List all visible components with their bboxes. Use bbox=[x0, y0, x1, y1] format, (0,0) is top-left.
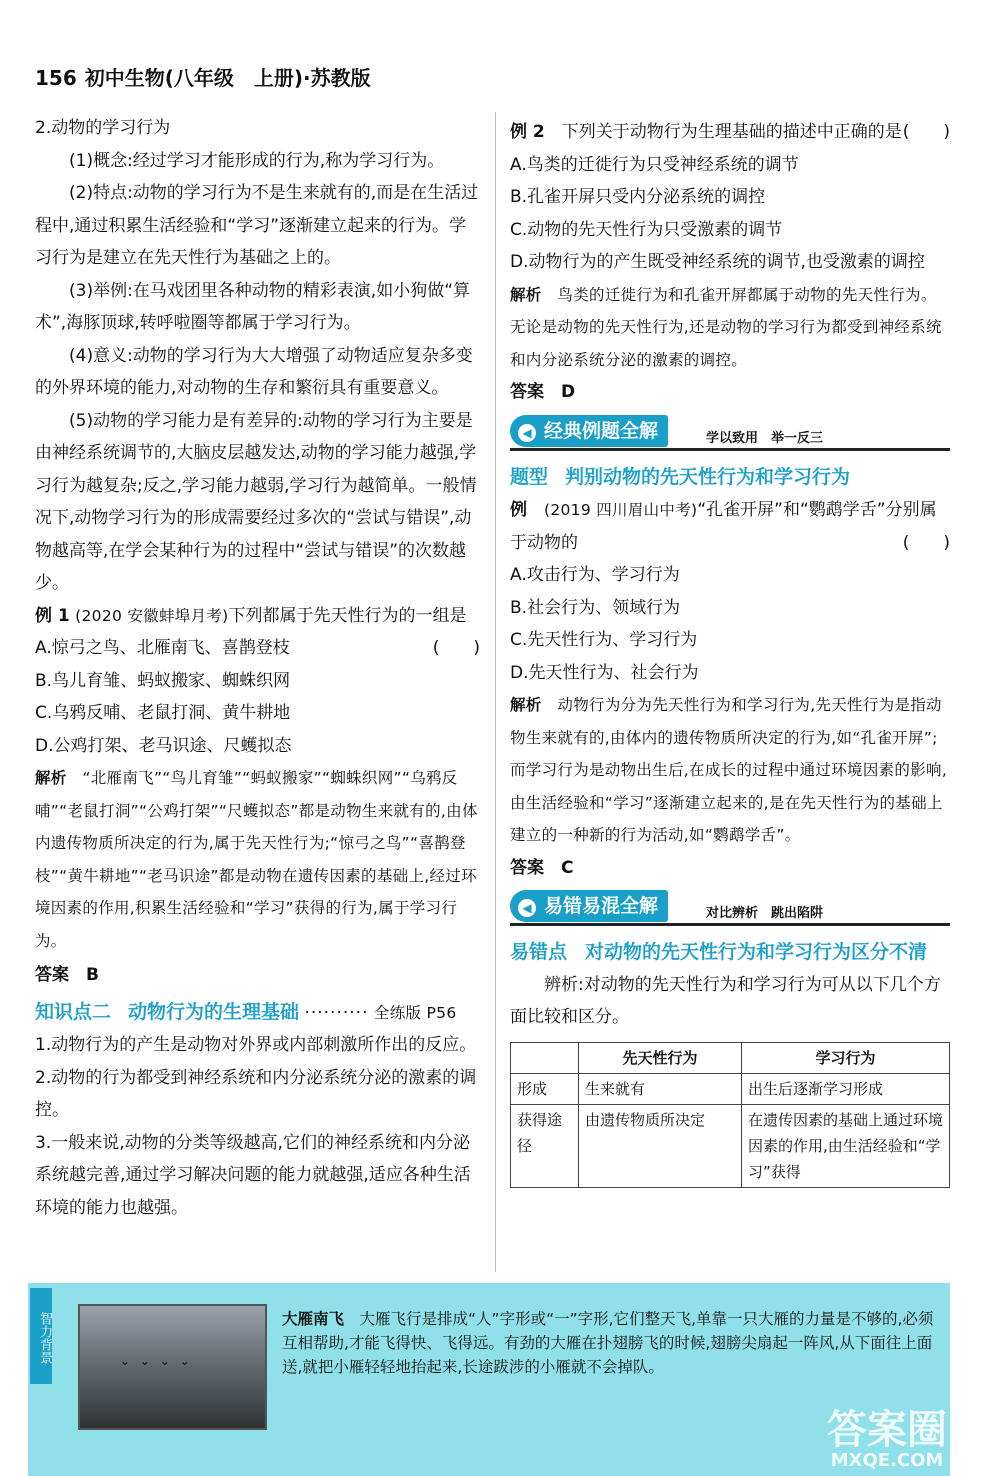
table-header-row bbox=[511, 1042, 950, 1073]
error-analysis: 辨析:对动物的先天性行为和学习行为可从以下几个方面比较和区分。 bbox=[510, 974, 941, 1027]
analysis-label: 解析 bbox=[510, 285, 542, 304]
geese-photo bbox=[78, 1304, 267, 1430]
option-b: B.孔雀开屏只受内分泌系统的调控 bbox=[510, 187, 766, 207]
table-cell: 出生后逐渐学习形成 bbox=[742, 1073, 950, 1104]
analysis bbox=[35, 762, 480, 957]
answer bbox=[510, 852, 950, 885]
error-label: 易错点 bbox=[510, 941, 568, 963]
type-title: 判别动物的先天性行为和学习行为 bbox=[565, 465, 851, 488]
analysis bbox=[510, 689, 950, 852]
banner-rule bbox=[510, 923, 950, 926]
banner-rule bbox=[510, 448, 950, 451]
page-number: 156 bbox=[35, 66, 77, 90]
comparison-table bbox=[510, 1042, 950, 1188]
box-text bbox=[282, 1307, 942, 1379]
answer bbox=[510, 376, 950, 409]
option-d: D.公鸡打架、老马识途、尺蠖拟态 bbox=[35, 735, 292, 756]
speaker-icon: ◀ bbox=[518, 899, 536, 917]
example-label: 例 1 bbox=[35, 605, 70, 626]
table-row bbox=[511, 1073, 950, 1104]
kp-item: 3.一般来说,动物的分类等级越高,它们的神经系统和内分泌系统越完善,通过学习解决问题的能力就越强,适应各种生活环境的能力也越强。 bbox=[35, 1132, 471, 1218]
example-source: (2019 四川眉山中考) bbox=[544, 501, 698, 519]
box-title: 大雁南飞 bbox=[282, 1310, 345, 1328]
right-column bbox=[510, 116, 950, 1188]
column-header: 学习行为 bbox=[742, 1042, 950, 1073]
answer-blank: ( ) bbox=[902, 532, 950, 553]
question-type-heading bbox=[510, 461, 950, 495]
answer-value: C bbox=[561, 857, 574, 878]
paragraph: (1)概念:经过学习才能形成的行为,称为学习行为。 bbox=[69, 150, 445, 171]
answer bbox=[35, 959, 480, 992]
section-heading: 2.动物的学习行为 bbox=[35, 118, 171, 138]
answer-value: B bbox=[86, 965, 99, 985]
watermark-url: MXQE.COM bbox=[830, 1450, 944, 1471]
section-banner-classic bbox=[510, 413, 950, 453]
banner-label: ◀ 易错易混全解 bbox=[510, 890, 668, 922]
banner-subtitle: 对比辨析 跳出陷阱 bbox=[706, 906, 824, 921]
page-header bbox=[35, 62, 371, 91]
kp-title: 动物行为的生理基础 bbox=[128, 1000, 300, 1023]
table-row bbox=[511, 1104, 950, 1187]
example-label: 例 2 bbox=[510, 122, 545, 142]
question-text: 下列关于动物行为生理基础的描述中正确的是 bbox=[561, 122, 902, 142]
option-d: D.先天性行为、社会行为 bbox=[510, 662, 699, 683]
option-c: C.先天性行为、学习行为 bbox=[510, 630, 698, 650]
watermark-logo: 答案圈 bbox=[827, 1407, 947, 1453]
paragraph: (5)动物的学习能力是有差异的:动物的学习行为主要是由神经系统调节的,大脑皮层越发达,动物的学习能力越强,学习行为越复杂;反之,学习能力越弱,学习行为越简单。一般情况下,动物学习行为的形成需要经过多次的“尝试与错误”,动物越高等,在学会某种行为的过程中“尝试与错误”的次数越少。 bbox=[35, 410, 477, 593]
option-a: A.鸟类的迁徙行为只受神经系统的调节 bbox=[510, 154, 799, 175]
example-label: 例 bbox=[510, 500, 527, 520]
paragraph: (2)特点:动物的学习行为不是生来就有的,而是在生活过程中,通过积累生活经验和“学习”逐渐建立起来的行为。学习行为是建立在先天性行为基础之上的。 bbox=[35, 183, 479, 268]
section-banner-errors bbox=[510, 888, 950, 928]
option-b: B.社会行为、领域行为 bbox=[510, 597, 681, 618]
option-c: C.乌鸦反哺、老鼠打洞、黄牛耕地 bbox=[35, 703, 291, 723]
answer-label: 答案 bbox=[510, 382, 544, 402]
option-a: A.惊弓之鸟、北雁南飞、喜鹊登枝 bbox=[35, 638, 290, 658]
kp-label: 知识点二 bbox=[35, 1000, 112, 1023]
answer-blank: ( ) bbox=[902, 122, 950, 142]
speaker-icon: ◀ bbox=[518, 424, 536, 442]
banner-subtitle: 学以致用 举一反三 bbox=[706, 430, 824, 446]
kp-item: 2.动物的行为都受到神经系统和内分泌系统分泌的激素的调控。 bbox=[35, 1067, 477, 1120]
answer-blank: ( ) bbox=[432, 638, 480, 658]
column-divider bbox=[495, 112, 496, 1272]
analysis-label: 解析 bbox=[35, 769, 67, 787]
error-title: 对动物的先天性行为和学习行为区分不清 bbox=[585, 941, 928, 963]
table-cell: 生来就有 bbox=[579, 1073, 742, 1104]
analysis bbox=[510, 279, 950, 377]
banner-label: ◀ 经典例题全解 bbox=[510, 415, 668, 447]
answer-value: D bbox=[561, 382, 576, 402]
table-cell: 在遗传因素的基础上通过环境因素的作用,由生活经验和“学习”获得 bbox=[742, 1104, 950, 1187]
example-question bbox=[510, 494, 950, 559]
paragraph: (4)意义:动物的学习行为大大增强了动物适应复杂多变的外界环境的能力,对动物的生存和繁衍具有重要意义。 bbox=[35, 345, 473, 398]
knowledge-point-heading: 知识点二 动物行为的生理基础 ·········· 全练版 P56 bbox=[35, 1000, 457, 1023]
option-a: A.攻击行为、学习行为 bbox=[510, 565, 680, 585]
example-question bbox=[510, 116, 950, 149]
analysis-text: 动物行为分为先天性行为和学习行为,先天性行为是指动物生来就有的,由体内的遗传物质所决定的行为,如“孔雀开屏”;而学习行为是动物出生后,在成长的过程中通过环境因素的影响,由生活经验和“学习”逐渐建立起来的,是在先天性行为的基础上建立的一种新的行为活动,如“鹦鹉学舌”。 bbox=[510, 696, 948, 844]
row-label: 获得途径 bbox=[511, 1104, 579, 1187]
question-text: 下列都属于先天性行为的一组是 bbox=[228, 605, 467, 626]
box-body: 大雁飞行是排成“人”字形或“一”字形,它们整天飞,单靠一只大雁的力量是不够的,必须互相帮助,才能飞得快、飞得远。有劲的大雁在扑翅膀飞的时候,翅膀尖扇起一阵风,从下面往上面送,就把小雁轻轻地抬起来,长途跋涉的小雁就不会掉队。 bbox=[282, 1310, 934, 1376]
book-title: 初中生物(八年级 上册)·苏教版 bbox=[84, 66, 371, 90]
kp-item: 1.动物行为的产生是动物对外界或内部刺激所作出的反应。 bbox=[35, 1035, 477, 1055]
analysis-label: 解析 bbox=[510, 696, 542, 714]
geese-silhouettes: ⌄ ⌄ ⌄ ⌄ bbox=[120, 1354, 193, 1368]
answer-label: 答案 bbox=[35, 965, 69, 985]
analysis-text: “北雁南飞”“鸟儿育雏”“蚂蚁搬家”“蜘蛛织网”“乌鸦反哺”“老鼠打洞”“公鸡打架”“尺蠖拟态”都是动物生来就有的,由体内遗传物质所决定的行为,属于先天性行为;“惊弓之鸟”“喜鹊登枝”“黄牛耕地”“老马识途”都是动物在遗传因素的基础上,经过环境因素的作用,积累生活经验和“学习”获得的行为,属于学习行为。 bbox=[35, 769, 478, 950]
error-point-heading bbox=[510, 936, 950, 969]
kp-ref: 全练版 P56 bbox=[373, 1003, 457, 1022]
answer-label: 答案 bbox=[510, 857, 544, 878]
table-cell: 由遗传物质所决定 bbox=[579, 1104, 742, 1187]
column-header: 先天性行为 bbox=[579, 1042, 742, 1073]
option-d: D.动物行为的产生既受神经系统的调节,也受激素的调控 bbox=[510, 252, 925, 272]
left-column bbox=[35, 112, 480, 1224]
analysis-text: 鸟类的迁徙行为和孔雀开屏都属于动物的先天性行为。无论是动物的先天性行为,还是动物的学习行为都受到神经系统和内分泌系统分泌的激素的调控。 bbox=[510, 285, 942, 369]
box-tab: 智力背景 bbox=[30, 1288, 52, 1384]
option-b: B.鸟儿育雏、蚂蚁搬家、蜘蛛织网 bbox=[35, 670, 291, 691]
option-c: C.动物的先天性行为只受激素的调节 bbox=[510, 219, 783, 240]
type-label: 题型 bbox=[510, 465, 549, 488]
paragraph: (3)举例:在马戏团里各种动物的精彩表演,如小狗做“算术”,海豚顶球,转呼啦圈等都属于学习行为。 bbox=[35, 280, 471, 333]
row-label: 形成 bbox=[511, 1073, 579, 1104]
example-source: (2020 安徽蚌埠月考) bbox=[75, 606, 229, 625]
question-text: “孔雀开屏”和“鹦鹉学舌”分别属于动物的 bbox=[510, 500, 937, 553]
